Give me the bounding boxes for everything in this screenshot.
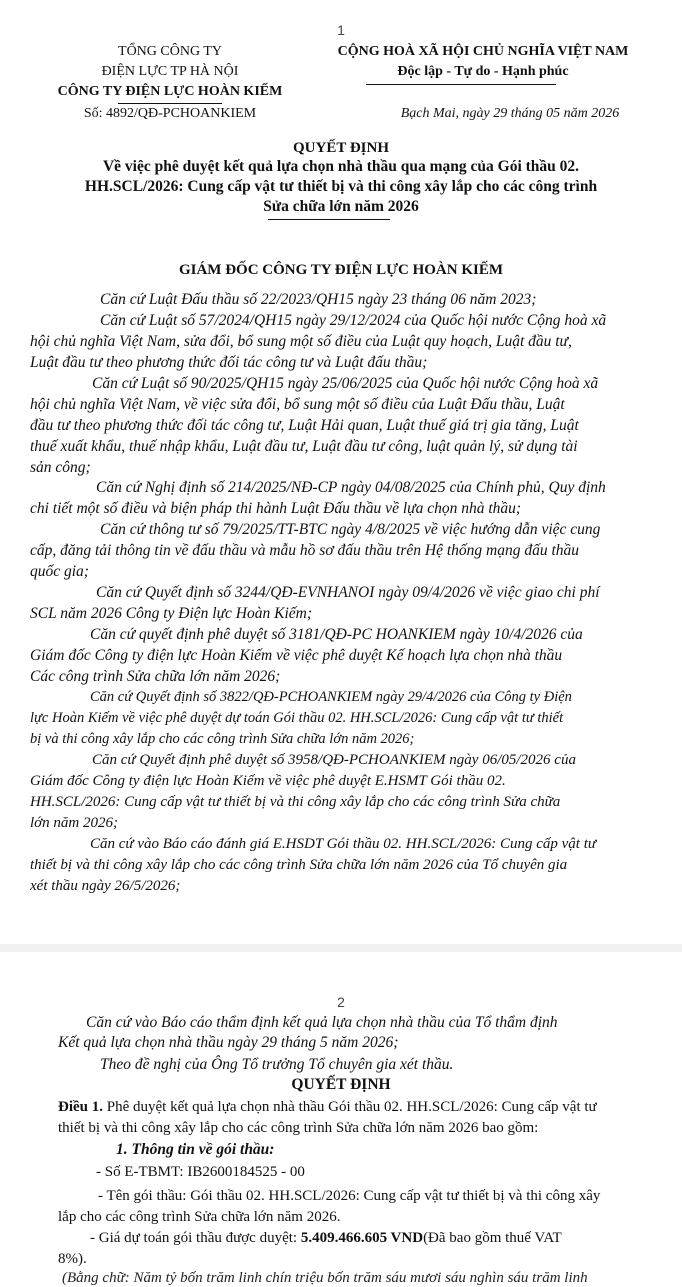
legal-base-7: Căn cứ quyết định phê duyệt số 3181/QĐ-PC HOANKIEM ngày 10/4/2026 của Giám đốc Công ty điện lực Hoàn Kiếm về việc phê duyệt Kế hoạch lựa chọn nhà thầu Các công trình Sửa chữa lớn năm 2026; [30,626,583,685]
legal-base-3: Căn cứ Luật số 90/2025/QH15 ngày 25/06/2025 của Quốc hội nước Cộng hoà xã hội chủ nghĩa Việt Nam, về việc sửa đổi, bổ sung một số điều của Luật Đấu thầu, Luật đầu tư theo phương thức đối tác công tư, Luật Hải quan, Luật thuế giá trị gia tăng, Luật thuế xuất khẩu, thuế nhập khẩu, Luật đầu tư, Luật đầu tư công, luật quản lý, sử dụng tài sản công; [30,375,599,476]
authority-title: GIÁM ĐỐC CÔNG TY ĐIỆN LỰC HOÀN KIẾM [178,262,504,278]
page-number: 2 [337,994,345,1010]
decision-subject-line-3: Sửa chữa lớn năm 2026 [263,198,419,215]
org-name: CÔNG TY ĐIỆN LỰC HOÀN KIẾM [57,84,283,99]
legal-base-10: Căn cứ vào Báo cáo đánh giá E.HSDT Gói thầu 02. HH.SCL/2026: Cung cấp vật tư thiết bị và thi công xây lắp cho các công trình Sửa chữa lớn năm 2026 của Tổ chuyên gia xét thầu ngày 26/5/2026; [30,836,597,894]
legal-base-2: Căn cứ Luật số 57/2024/QH15 ngày 29/12/2024 của Quốc hội nước Cộng hoà xã hội chủ nghĩa Việt Nam, sửa đổi, bổ sung một số điều của Luật quy hoạch, Luật đầu tư, Luật đầu tư theo phương thức đối tác công tư và Luật đấu thầu; [30,312,607,371]
package-price: - Giá dự toán gói thầu được duyệt: 5.409.466.605 VND(Đã bao gồm thuế VAT 8%). [58,1230,562,1267]
legal-base-4: Căn cứ Nghị định số 214/2025/NĐ-CP ngày 04/08/2025 của Chính phủ, Quy định chi tiết một số điều và biện pháp thi hành Luật Đấu thầu về lựa chọn nhà thầu; [30,479,606,517]
base-appraisal-line-2: Kết quả lựa chọn nhà thầu ngày 29 tháng 5 năm 2026; [58,1034,399,1051]
section-1-title: 1. Thông tin về gói thầu: [116,1141,275,1158]
package-name: - Tên gói thầu: Gói thầu 02. HH.SCL/2026: Cung cấp vật tư thiết bị và thi công xây lắp cho các công trình Sửa chữa lớn năm 2026. [58,1188,601,1225]
decision-heading: QUYẾT ĐỊNH [293,140,389,156]
legal-base-6: Căn cứ Quyết định số 3244/QĐ-EVNHANOI ngày 09/4/2026 về việc giao chi phí SCL năm 2026 Công ty Điện lực Hoàn Kiếm; [30,584,600,622]
legal-base-8: Căn cứ Quyết định số 3822/QĐ-PCHOANKIEM ngày 29/4/2026 của Công ty Điện lực Hoàn Kiếm về việc phê duyệt dự toán Gói thầu 02. HH.SCL/2026: Cung cấp vật tư thiết bị và thi công xây lắp cho các công trình Sửa chữa lớn năm 2026; [30,689,572,747]
price-value: 5.409.466.605 VND [300,1230,424,1246]
e-tbmt-number: - Số E-TBMT: IB2600184525 - 00 [96,1164,305,1180]
price-in-words-cut: (Bằng chữ: Năm tỷ bốn trăm linh chín triệu bốn trăm sáu mươi sáu nghìn sáu trăm linh [62,1270,588,1286]
org-parent-city: ĐIỆN LỰC TP HÀ NỘI [101,64,239,79]
article-1-label: Điều 1. [58,1099,103,1115]
decides-heading: QUYẾT ĐỊNH [291,1076,391,1093]
proposal-line: Theo đề nghị của Ông Tổ trưởng Tổ chuyên gia xét thầu. [100,1056,454,1073]
subject-underline [268,219,390,220]
base-appraisal-line-1: Căn cứ vào Báo cáo thẩm định kết quả lựa chọn nhà thầu của Tổ thẩm định [86,1014,558,1031]
place-date: Bạch Mai, ngày 29 tháng 05 năm 2026 [400,106,620,121]
decision-subject-line-2: HH.SCL/2026: Cung cấp vật tư thiết bị và thi công xây lắp cho các công trình [84,178,598,195]
org-underline [118,103,222,104]
article-1: Điều 1. Phê duyệt kết quả lựa chọn nhà thầu Gói thầu 02. HH.SCL/2026: Cung cấp vật tư thiết bị và thi công xây lắp cho các công trình Sửa chữa lớn năm 2026 bao gồm: [58,1099,597,1136]
legal-base-1: Căn cứ Luật Đấu thầu số 22/2023/QH15 ngày 23 tháng 06 năm 2023; [100,291,537,308]
org-parent: TỔNG CÔNG TY [118,44,222,59]
page-number: 1 [337,22,345,38]
national-motto: Độc lập - Tự do - Hạnh phúc [397,64,569,79]
document-page-2 [0,952,682,1286]
legal-base-9: Căn cứ Quyết định phê duyệt số 3958/QĐ-PCHOANKIEM ngày 06/05/2026 của Giám đốc Công ty điện lực Hoàn Kiếm về việc phê duyệt E.HSMT Gói thầu 02. HH.SCL/2026: Cung cấp vật tư thiết bị và thi công xây lắp cho các công trình Sửa chữa lớn năm 2026; [30,752,576,831]
national-title: CỘNG HOÀ XÃ HỘI CHỦ NGHĨA VIỆT NAM [337,44,629,59]
legal-base-5: Căn cứ thông tư số 79/2025/TT-BTC ngày 4/8/2025 về việc hướng dẫn việc cung cấp, đăng tải thông tin về đấu thầu và mẫu hồ sơ đấu thầu trên Hệ thống mạng đấu thầu quốc gia; [30,521,601,580]
document-number: Số: 4892/QĐ-PCHOANKIEM [83,106,257,121]
motto-underline [366,84,556,85]
decision-subject-line-1: Về việc phê duyệt kết quả lựa chọn nhà thầu qua mạng của Gói thầu 02. [102,158,580,175]
